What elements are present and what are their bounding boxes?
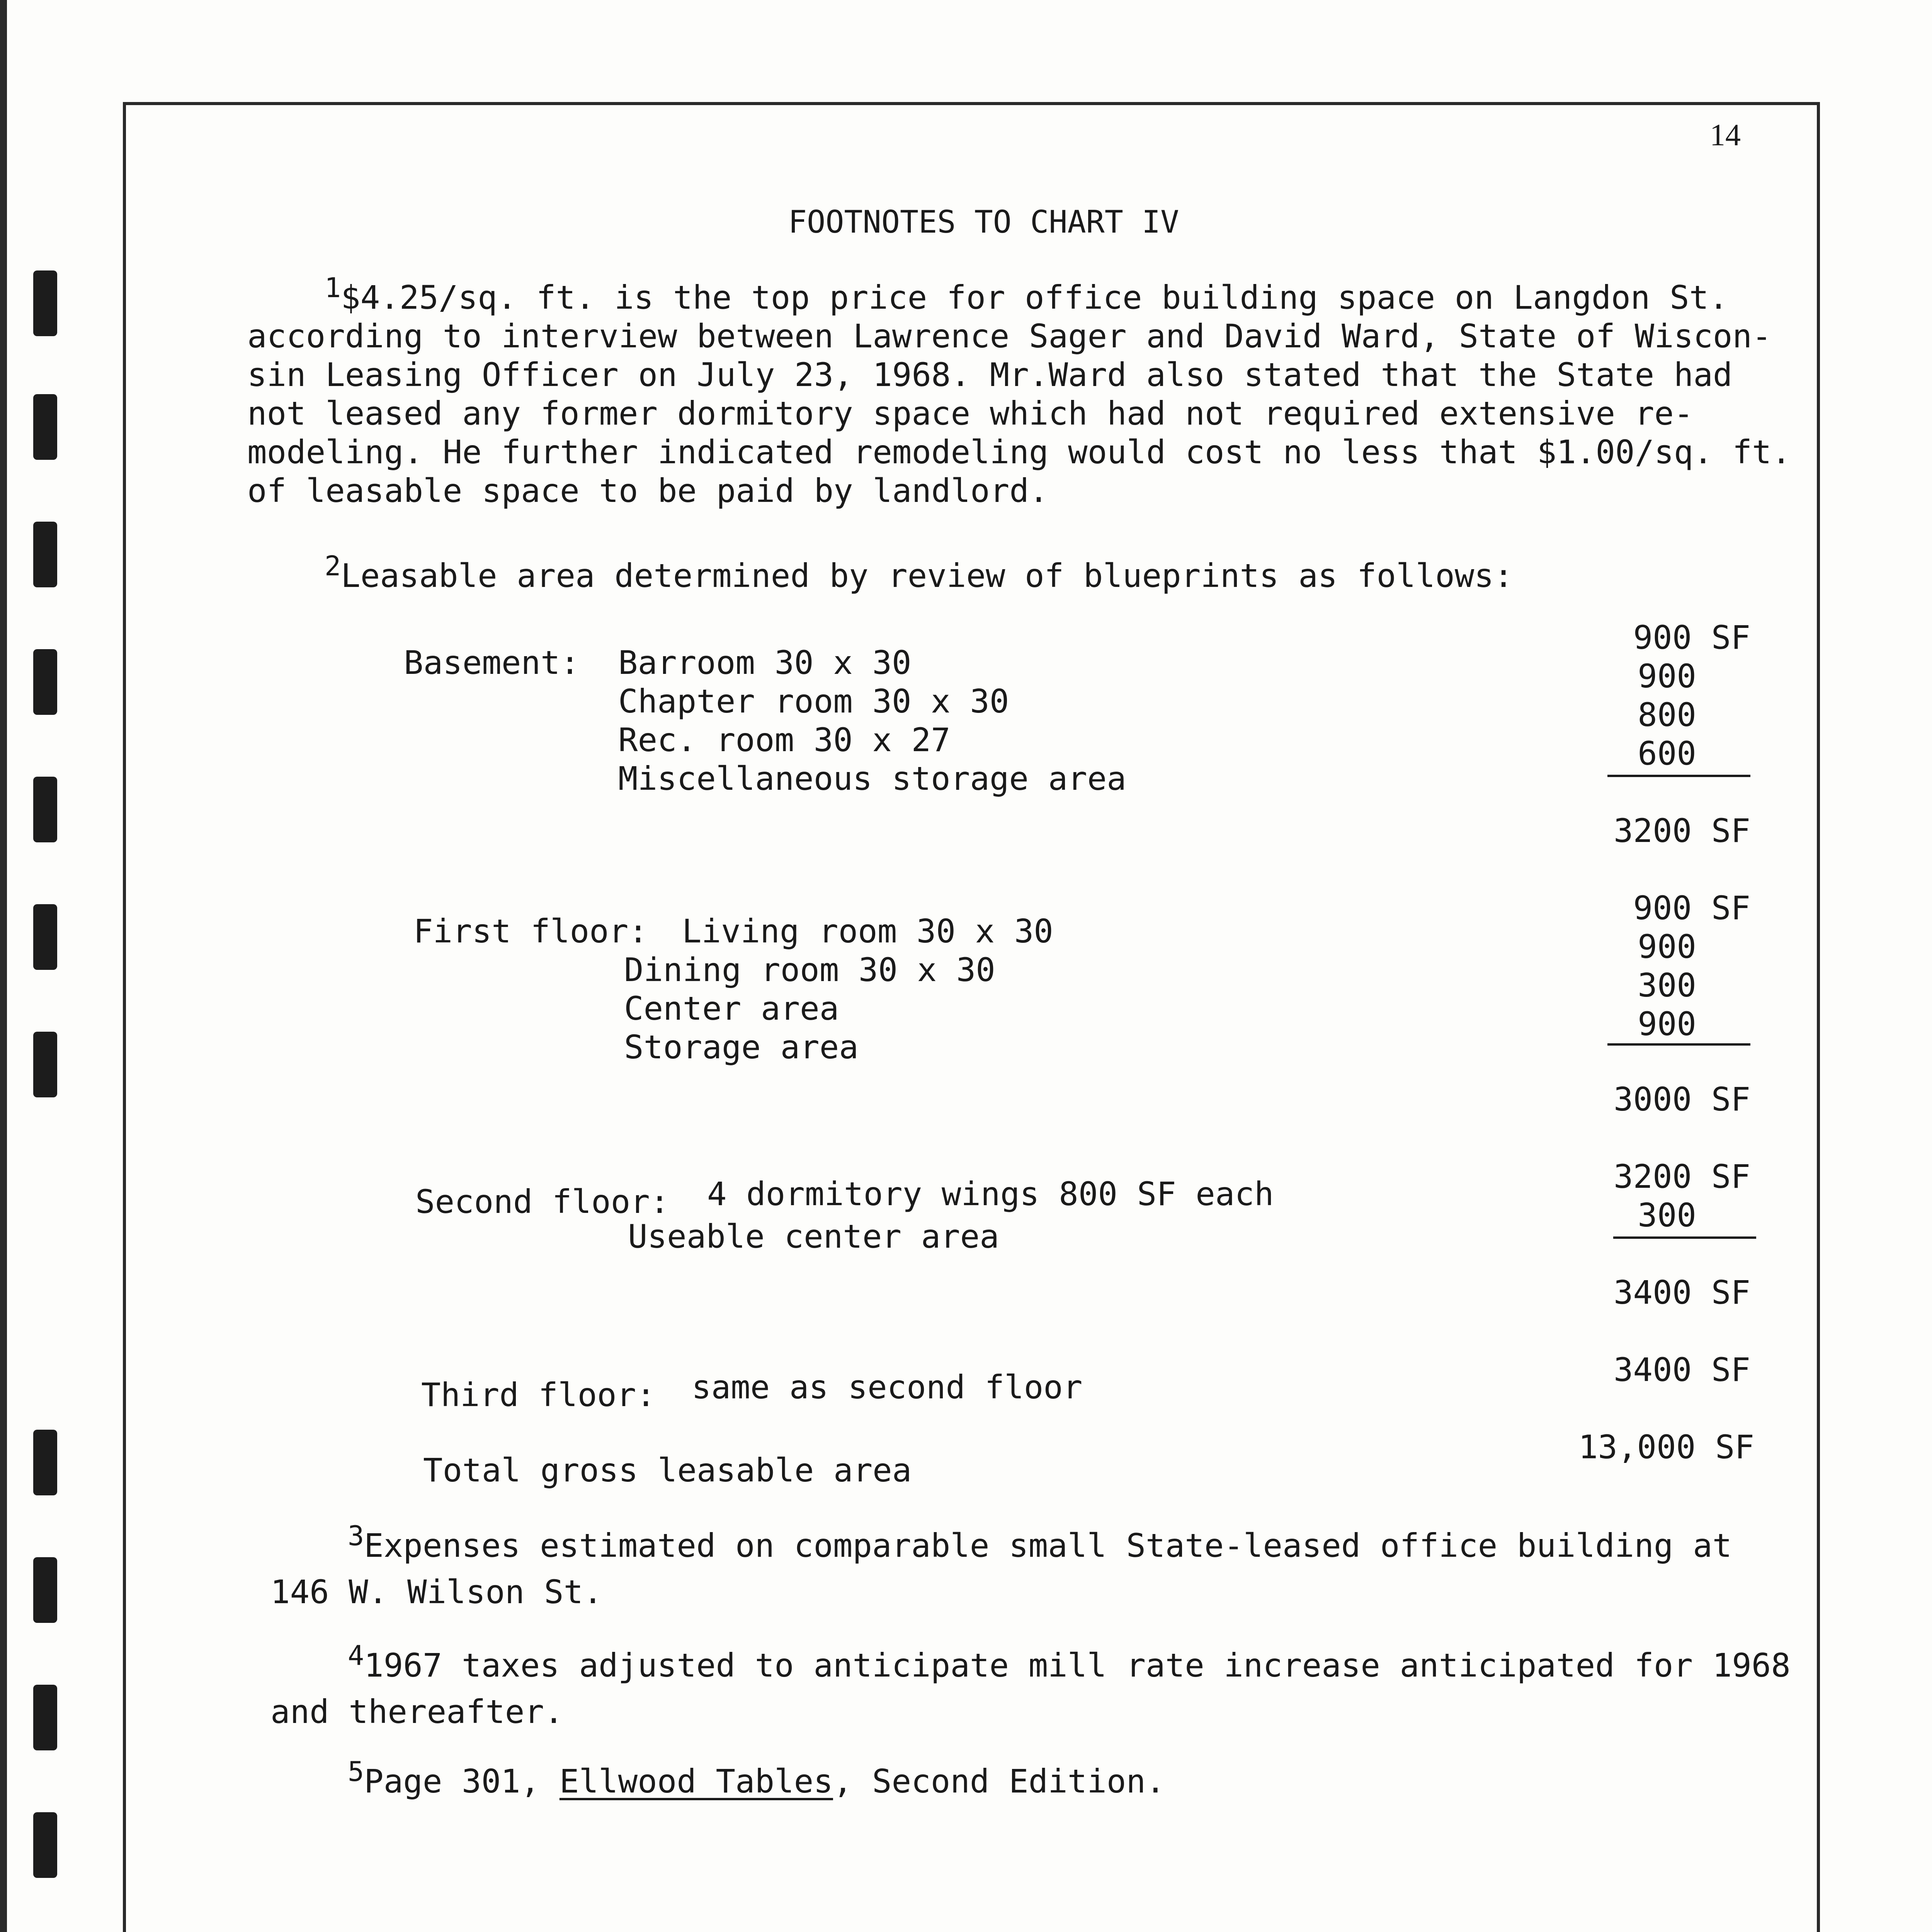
area-item-value: 900 xyxy=(1638,928,1696,966)
footnote-4-marker: 4 xyxy=(348,1640,364,1672)
footnote-4-line: $^4$1967 taxes adjusted to anticipate mill rate increase anticipated for 1968 xyxy=(348,1640,1791,1684)
area-item-name: Living room 30 x 30 xyxy=(682,912,1053,950)
third-floor-label: Third floor: xyxy=(421,1376,656,1414)
footnote-4-line: and thereafter. xyxy=(270,1693,564,1731)
binder-hole xyxy=(33,649,57,715)
footnote-3-line: $^3$Expenses estimated on comparable small State-leased office building at xyxy=(348,1520,1732,1565)
third-floor-value: 3400 SF xyxy=(1613,1351,1750,1389)
area-item-name: Miscellaneous storage area xyxy=(618,760,1126,798)
area-item-name: Barroom 30 x 30 xyxy=(618,644,912,682)
area-item-value: 900 xyxy=(1638,1005,1696,1043)
footnote-1-marker: 1 xyxy=(325,272,341,304)
third-floor-desc: same as second floor xyxy=(692,1368,1083,1406)
ellwood-tables-title: Ellwood Tables xyxy=(559,1762,833,1800)
area-item-name: Center area xyxy=(624,990,839,1027)
area-item-name: Chapter room 30 x 30 xyxy=(618,682,1009,720)
grand-total-value: 13,000 SF xyxy=(1578,1428,1754,1466)
footnote-1-line: not leased any former dormitory space which had not required extensive re- xyxy=(247,395,1694,432)
area-item-value: 800 xyxy=(1638,696,1696,734)
grand-total-label: Total gross leasable area xyxy=(423,1451,912,1489)
second-floor-label: Second floor: xyxy=(415,1183,670,1221)
scan-edge xyxy=(0,0,7,1932)
footnote-1-line: sin Leasing Officer on July 23, 1968. Mr.Ward also stated that the State had xyxy=(247,356,1733,394)
binder-hole xyxy=(33,394,57,460)
area-item-name: Rec. room 30 x 27 xyxy=(618,721,951,759)
footnote-2-intro: $^2$Leasable area determined by review of blueprints as follows: xyxy=(325,550,1514,595)
area-item-value: 300 xyxy=(1638,1196,1696,1234)
area-item-value: 900 SF xyxy=(1633,619,1750,656)
footnote-1-line: modeling. He further indicated remodeling would cost no less that $1.00/sq. ft. xyxy=(247,433,1791,471)
area-item-value: 900 xyxy=(1638,657,1696,695)
footnote-1-line: of leasable space to be paid by landlord. xyxy=(247,472,1049,510)
page-number: 14 xyxy=(1710,118,1741,152)
subtotal-value: 3200 SF xyxy=(1613,812,1750,850)
binder-hole xyxy=(33,270,57,336)
binder-hole xyxy=(33,1685,57,1750)
binder-hole xyxy=(33,1430,57,1495)
footnote-3-marker: 3 xyxy=(348,1520,364,1552)
area-item-name: Useable center area xyxy=(628,1218,999,1255)
sum-rule xyxy=(1607,775,1750,777)
binder-hole xyxy=(33,1557,57,1623)
first-floor-label: First floor: xyxy=(413,912,648,950)
footnote-3-line: 146 W. Wilson St. xyxy=(270,1573,603,1611)
binder-hole xyxy=(33,522,57,587)
subtotal-value: 3400 SF xyxy=(1613,1274,1750,1311)
area-item-value: 3200 SF xyxy=(1613,1158,1750,1196)
binder-hole xyxy=(33,777,57,842)
basement-label: Basement: xyxy=(404,644,580,682)
binder-hole xyxy=(33,904,57,970)
area-item-name: Storage area xyxy=(624,1028,859,1066)
area-item-value: 600 xyxy=(1638,735,1696,772)
area-item-name: 4 dormitory wings 800 SF each xyxy=(707,1175,1274,1213)
area-item-value: 900 SF xyxy=(1633,889,1750,927)
area-item-name: Dining room 30 x 30 xyxy=(624,951,995,989)
footnote-2-marker: 2 xyxy=(325,550,341,582)
footnote-1-line: $^1$\$4.25/sq. ft. is the top price for office building space on Langdon St. xyxy=(325,272,1728,316)
sum-rule xyxy=(1607,1043,1750,1046)
binder-hole xyxy=(33,1812,57,1878)
footnote-5-marker: 5 xyxy=(348,1756,364,1787)
subtotal-value: 3000 SF xyxy=(1613,1080,1750,1118)
footnote-5-line: $^5$Page 301, Ellwood Tables, Second Edition. xyxy=(348,1756,1165,1800)
page-title: FOOTNOTES TO CHART IV xyxy=(788,204,1179,240)
area-item-value: 300 xyxy=(1638,966,1696,1004)
binder-hole xyxy=(33,1032,57,1097)
sum-rule xyxy=(1613,1236,1756,1239)
footnote-1-line: according to interview between Lawrence Sager and David Ward, State of Wiscon- xyxy=(247,317,1772,355)
